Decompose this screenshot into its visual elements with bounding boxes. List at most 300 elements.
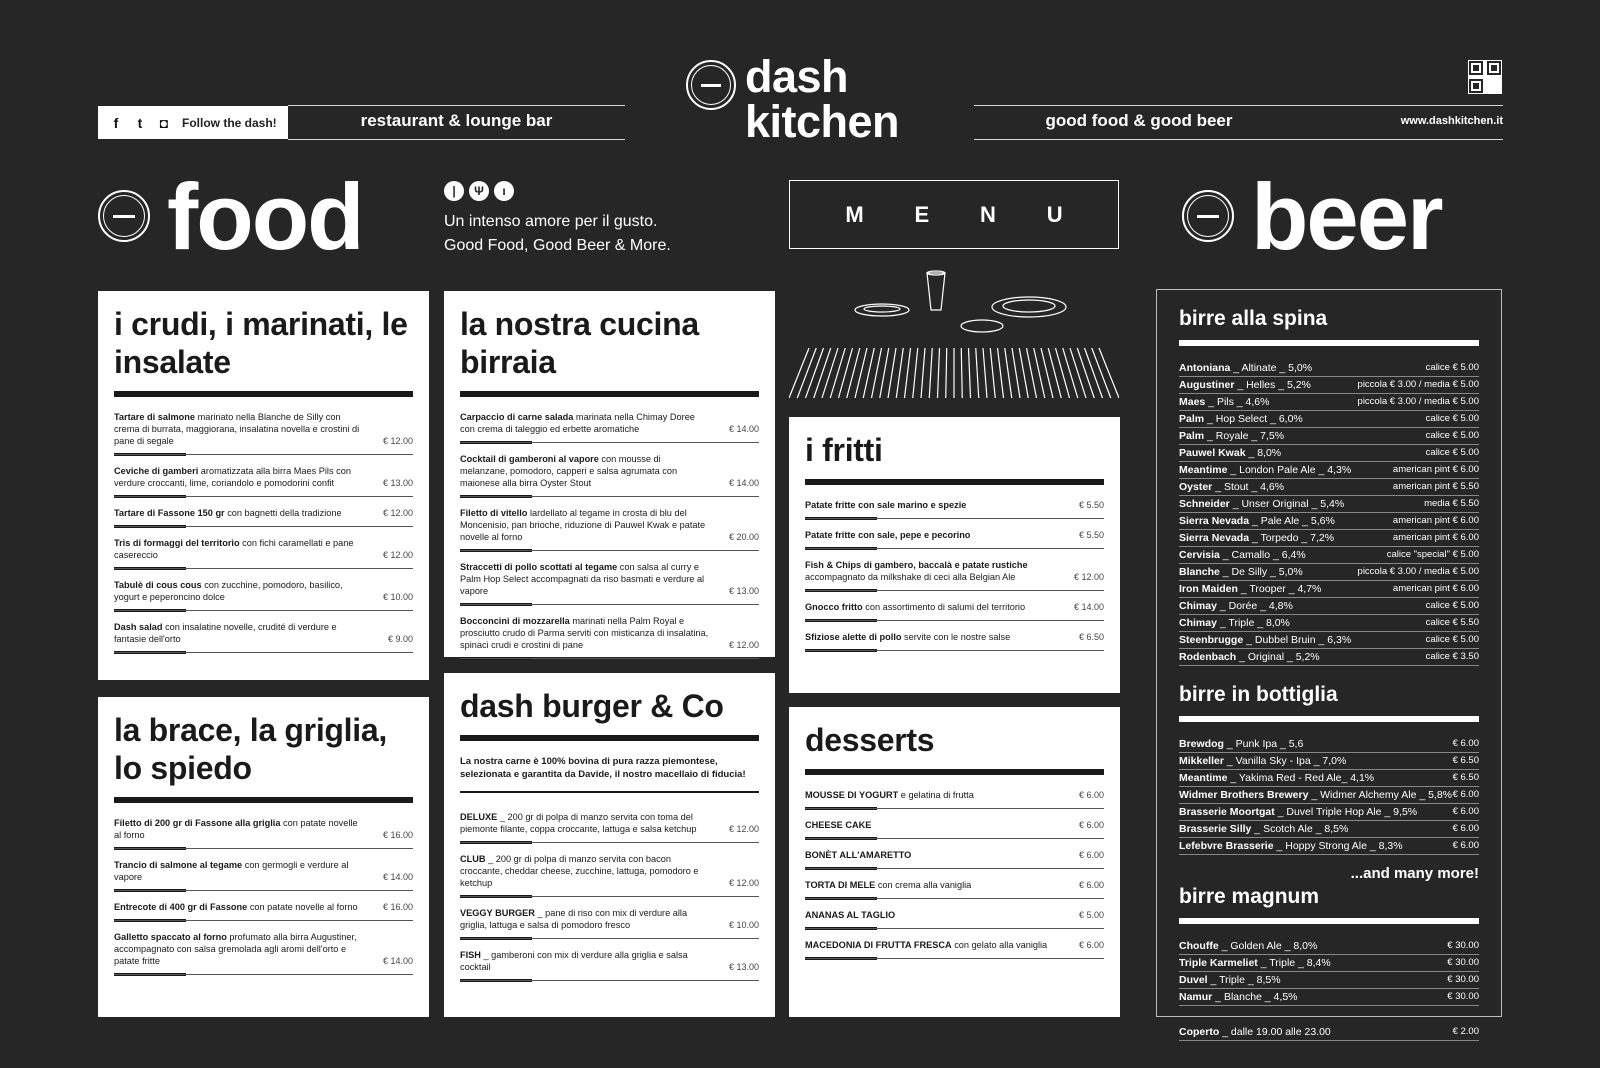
item-price: € 13.00 xyxy=(728,962,759,972)
table-line xyxy=(880,348,889,398)
food-title: food xyxy=(167,164,363,269)
beer-rule xyxy=(1179,918,1479,924)
item-desc: con crema alla vaniglia xyxy=(875,880,972,890)
beer-price: american pint € 5.50 xyxy=(1392,481,1479,492)
table-line xyxy=(1099,348,1119,398)
spina-list xyxy=(1179,360,1479,666)
item-price: € 12.00 xyxy=(728,640,759,650)
item-price: € 5.50 xyxy=(1078,500,1104,510)
section-rule xyxy=(114,391,413,397)
coperto-row xyxy=(1179,1024,1479,1041)
item-price: € 16.00 xyxy=(382,830,413,840)
fritti-card xyxy=(789,417,1120,693)
menu-item xyxy=(460,615,759,659)
beer-row xyxy=(1179,394,1479,411)
logo-line-2: kitchen xyxy=(745,96,900,147)
item-name: Tartare di salmone xyxy=(114,412,196,422)
table-line xyxy=(830,348,845,398)
beer-price: € 6.00 xyxy=(1452,789,1479,800)
item-desc: con gelato alla vaniglia xyxy=(951,940,1048,950)
beer-name: Triple Karmeliet xyxy=(1179,957,1258,969)
beer-price: american pint € 6.00 xyxy=(1392,464,1479,475)
menu-item xyxy=(805,529,1104,549)
beer-row xyxy=(1179,564,1479,581)
section-rule xyxy=(805,479,1104,485)
beer-price: media € 5.50 xyxy=(1424,498,1479,509)
beer-name: Maes xyxy=(1179,396,1206,408)
item-desc: con mousse di melanzane, pomodoro, capperi e salsa agrumata con maionese alla birra Oyster Stout xyxy=(460,454,678,488)
item-price: € 9.00 xyxy=(387,634,413,644)
beer-name: Augustiner xyxy=(1179,379,1235,391)
qr-code-icon[interactable] xyxy=(1468,60,1502,94)
beer-desc: _ Triple _ 8,5% xyxy=(1207,974,1281,986)
item-name: MOUSSE DI YOGURT xyxy=(805,790,899,800)
cucina-card xyxy=(444,291,775,657)
item-desc: marinati nella Palm Royal e prosciutto crudo di Parma serviti con misticanza di insalatina, spinaci crudi e crostini di pane xyxy=(460,616,709,650)
item-name: Tabulè di cous cous xyxy=(114,580,202,590)
item-price: € 6.00 xyxy=(1078,940,1104,950)
beer-row xyxy=(1179,955,1479,972)
beer-name: Sierra Nevada xyxy=(1179,532,1250,544)
beer-price: € 2.00 xyxy=(1452,1026,1479,1037)
beer-name: Brasserie Moortgat xyxy=(1179,806,1275,818)
table-line xyxy=(1005,348,1012,398)
beer-row xyxy=(1179,972,1479,989)
food-logo-icon xyxy=(98,190,150,242)
section-rule xyxy=(460,391,759,397)
item-price: € 12.00 xyxy=(382,550,413,560)
beer-name: Oyster xyxy=(1179,481,1213,493)
menu-letter: U xyxy=(1046,201,1063,227)
beer-price: calice "special" € 5.00 xyxy=(1386,549,1479,560)
desserts-card xyxy=(789,707,1120,1017)
beer-price: € 6.00 xyxy=(1452,823,1479,834)
menu-item xyxy=(114,537,413,569)
beer-name: Lefebvre Brasserie xyxy=(1179,840,1274,852)
beer-row xyxy=(1179,649,1479,666)
burger-title: dash burger & Co xyxy=(460,688,724,724)
item-price: € 6.00 xyxy=(1078,820,1104,830)
table-line xyxy=(1077,348,1094,398)
cucina-title: la nostra cucina birraia xyxy=(460,306,699,380)
item-name: Patate fritte con sale marino e spezie xyxy=(805,500,967,510)
item-name: MACEDONIA DI FRUTTA FRESCA xyxy=(805,940,952,950)
item-name: Entrecote di 400 gr di Fassone xyxy=(114,902,248,912)
beer-price: calice € 5.00 xyxy=(1425,430,1479,441)
beer-desc: _ Original _ 5,2% xyxy=(1236,651,1320,663)
beer-row xyxy=(1179,632,1479,649)
crudi-card xyxy=(98,291,429,680)
beer-row xyxy=(1179,736,1479,753)
beer-row xyxy=(1179,513,1479,530)
beer-row xyxy=(1179,479,1479,496)
beer-price: american pint € 6.00 xyxy=(1392,515,1479,526)
section-rule xyxy=(460,735,759,741)
beer-name: Meantime xyxy=(1179,772,1228,784)
beer-title: beer xyxy=(1251,164,1442,269)
menu-item xyxy=(460,411,759,443)
beer-row xyxy=(1179,938,1479,955)
beer-desc: _ Blanche _ 4,5% xyxy=(1212,991,1298,1003)
item-desc: con insalatine novelle, crudité di verdure e fantasie dell'orto xyxy=(114,622,337,644)
table-line xyxy=(969,348,971,398)
menu-item xyxy=(805,879,1104,899)
beer-name: Brasserie Silly xyxy=(1179,823,1252,835)
item-name: CHEESE CAKE xyxy=(805,820,872,830)
item-name: Filetto di vitello xyxy=(460,508,528,518)
beer-row xyxy=(1179,360,1479,377)
beer-name: Coperto xyxy=(1179,1026,1220,1038)
item-name: Fish & Chips di gambero, baccalà e patate rustiche xyxy=(805,560,1028,570)
beer-row xyxy=(1179,530,1479,547)
menu-item xyxy=(805,601,1104,621)
menu-item xyxy=(114,507,413,527)
item-price: € 12.00 xyxy=(382,508,413,518)
item-price: € 5.50 xyxy=(1078,530,1104,540)
beer-desc: _ Scotch Ale _ 8,5% xyxy=(1251,823,1349,835)
beer-name: Antoniana xyxy=(1179,362,1231,374)
left-tagline: restaurant & lounge bar xyxy=(360,111,553,130)
beer-price: € 30.00 xyxy=(1447,940,1479,951)
beer-price: calice € 5.50 xyxy=(1425,617,1479,628)
menu-item xyxy=(460,853,759,897)
beer-row xyxy=(1179,547,1479,564)
beer-name: Pauwel Kwak xyxy=(1179,447,1246,459)
brace-card xyxy=(98,697,429,1017)
crudi-items xyxy=(114,411,413,653)
item-desc: con bagnetti della tradizione xyxy=(224,508,342,518)
item-desc: aromatizzata alla birra Maes Pils con verdure croccanti, lime, coriandolo e pomodorini confit xyxy=(114,466,351,488)
item-price: € 13.00 xyxy=(728,586,759,596)
item-desc: con patate novelle al forno xyxy=(114,818,358,840)
item-price: € 6.00 xyxy=(1078,790,1104,800)
menu-item xyxy=(114,465,413,497)
table-line xyxy=(998,348,1004,398)
item-desc: con fichi caramellati e pane casereccio xyxy=(114,538,354,560)
beer-name: Cervisia xyxy=(1179,549,1220,561)
item-name: CLUB xyxy=(460,854,486,864)
beer-desc: _ Yakima Red - Red Ale_ 4,1% xyxy=(1227,772,1375,784)
item-name: Tartare di Fassone 150 gr xyxy=(114,508,225,518)
table-line xyxy=(1012,348,1020,398)
desserts-title: desserts xyxy=(805,722,935,758)
spina-title: birre alla spina xyxy=(1179,307,1328,330)
menu-item xyxy=(805,631,1104,651)
beer-price: € 30.00 xyxy=(1447,974,1479,985)
table-illustration xyxy=(789,270,1119,400)
menu-item xyxy=(805,499,1104,519)
item-price: € 13.00 xyxy=(382,478,413,488)
beer-row xyxy=(1179,377,1479,394)
beer-price: calice € 5.00 xyxy=(1425,362,1479,373)
beer-desc: _ Camallo _ 6,4% xyxy=(1219,549,1306,561)
beer-price: calice € 5.00 xyxy=(1425,600,1479,611)
bottiglia-list xyxy=(1179,736,1479,855)
menu-item xyxy=(460,949,759,981)
item-name: Ceviche di gamberi xyxy=(114,466,199,476)
beer-desc: _ Triple _ 8,0% xyxy=(1216,617,1290,629)
beer-name: Blanche xyxy=(1179,566,1220,578)
item-desc: accompagnato da milkshake di ceci alla Belgian Ale xyxy=(805,572,1016,582)
menu-item xyxy=(114,621,413,653)
item-desc: _ gamberoni con mix di verdure alla griglia e salsa cocktail xyxy=(460,950,688,972)
table-line xyxy=(1063,348,1078,398)
section-rule xyxy=(805,769,1104,775)
beer-desc: _ Dubbel Bruin _ 6,3% xyxy=(1243,634,1352,646)
beer-name: Palm xyxy=(1179,413,1205,425)
table-line xyxy=(1085,348,1103,398)
item-name: Dash salad xyxy=(114,622,163,632)
facebook-icon[interactable]: f xyxy=(113,114,119,131)
beer-rule xyxy=(1179,716,1479,722)
beer-price: € 30.00 xyxy=(1447,957,1479,968)
beer-row xyxy=(1179,838,1479,855)
item-name: Sfiziose alette di pollo xyxy=(805,632,902,642)
burger-note: La nostra carne è 100% bovina di pura razza piemontese, selezionata e garantita da Davide, il nostro macellaio di fiducia! xyxy=(460,755,759,793)
menu-item xyxy=(460,453,759,497)
table-line xyxy=(806,348,824,398)
logo-text xyxy=(745,51,900,147)
beer-desc: _ London Pale Ale _ 4,3% xyxy=(1227,464,1352,476)
item-price: € 14.00 xyxy=(382,872,413,882)
follow-label: Follow the dash! xyxy=(182,115,277,130)
beer-row xyxy=(1179,462,1479,479)
beer-price: calice € 5.00 xyxy=(1425,634,1479,645)
table-line xyxy=(822,348,838,398)
item-desc: con zucchine, pomodoro, basilico, yogurt e peperoncino dolce xyxy=(114,580,343,602)
item-price: € 12.00 xyxy=(1073,572,1104,582)
table-line xyxy=(983,348,987,398)
beer-price: € 6.50 xyxy=(1452,772,1479,783)
beer-name: Sierra Nevada xyxy=(1179,515,1250,527)
knife-icon: | xyxy=(444,181,464,201)
burger-card xyxy=(444,673,775,1017)
menu-item xyxy=(805,789,1104,809)
table-line xyxy=(976,348,979,398)
beer-desc: _ Punk Ipa _ 5,6 xyxy=(1223,738,1304,750)
item-desc: _ 200 gr di polpa di manzo servita con bacon croccante, cheddar cheese, zucchine, lattuga, pomodoro e ketchup xyxy=(460,854,699,888)
follow-bar[interactable] xyxy=(98,106,288,139)
beer-name: Palm xyxy=(1179,430,1205,442)
table-line xyxy=(961,348,962,398)
beer-name: Schneider xyxy=(1179,498,1230,510)
header-rule xyxy=(288,139,625,140)
magnum-list xyxy=(1179,938,1479,1006)
menu-letter: N xyxy=(980,201,996,227)
beer-price: € 6.00 xyxy=(1452,806,1479,817)
burger-items xyxy=(460,811,759,981)
menu-item xyxy=(805,909,1104,929)
cucina-items xyxy=(460,411,759,659)
beer-desc: _ 8,0% xyxy=(1245,447,1282,459)
instagram-icon[interactable]: ◘ xyxy=(159,114,169,131)
beer-row xyxy=(1179,581,1479,598)
beer-row xyxy=(1179,496,1479,513)
menu-item xyxy=(805,819,1104,839)
item-desc: servite con le nostre salse xyxy=(901,632,1011,642)
item-name: Bocconcini di mozzarella xyxy=(460,616,570,626)
table-line xyxy=(789,348,809,398)
table-line xyxy=(814,348,831,398)
item-desc: con germogli e verdure al vapore xyxy=(114,860,349,882)
beer-name: Mikkeller xyxy=(1179,755,1224,767)
beer-desc: _ Unser Original _ 5,4% xyxy=(1229,498,1345,510)
beer-name: Chouffe xyxy=(1179,940,1219,952)
item-name: FISH xyxy=(460,950,481,960)
beer-row xyxy=(1179,804,1479,821)
beer-name: Steenbrugge xyxy=(1179,634,1244,646)
item-desc: marinato nella Blanche de Silly con crema di burrata, maggiorana, insalatina novella e crostini di pane di segale xyxy=(114,412,360,446)
item-name: Straccetti di pollo scottati al tegame xyxy=(460,562,618,572)
menu-item xyxy=(114,931,413,975)
menu-item xyxy=(805,849,1104,869)
intro-line-1: Un intenso amore per il gusto. xyxy=(444,213,658,230)
beer-price: calice € 5.00 xyxy=(1425,447,1479,458)
beer-price: € 6.50 xyxy=(1452,755,1479,766)
twitter-icon[interactable]: t xyxy=(137,114,143,131)
item-price: € 14.00 xyxy=(728,424,759,434)
beer-name: Chimay xyxy=(1179,617,1217,629)
table-line xyxy=(847,348,860,398)
beer-desc: _ Trooper _ 4,7% xyxy=(1237,583,1322,595)
beer-name: Iron Maiden xyxy=(1179,583,1238,595)
item-price: € 5.00 xyxy=(1078,910,1104,920)
item-name: Filetto di 200 gr di Fassone alla griglia xyxy=(114,818,281,828)
beer-desc: _ Dorée _ 4,8% xyxy=(1216,600,1293,612)
magnum-title: birre magnum xyxy=(1179,885,1320,908)
beer-desc: _ Hoppy Strong Ale _ 8,3% xyxy=(1273,840,1403,852)
bottiglia-title: birre in bottiglia xyxy=(1179,683,1338,706)
beer-price: american pint € 6.00 xyxy=(1392,583,1479,594)
beer-price: € 30.00 xyxy=(1447,991,1479,1002)
beer-desc: _ Stout _ 4,6% xyxy=(1212,481,1285,493)
intro-line-2: Good Food, Good Beer & More. xyxy=(444,237,671,254)
item-price: € 10.00 xyxy=(728,920,759,930)
beer-desc: _ Widmer Alchemy Ale _ 5,8% xyxy=(1308,789,1453,801)
item-name: Carpaccio di carne salada xyxy=(460,412,574,422)
item-name: Tris di formaggi del territorio xyxy=(114,538,240,548)
brace-items xyxy=(114,817,413,975)
beer-row xyxy=(1179,428,1479,445)
item-desc: _ 200 gr di polpa di manzo servita con toma del piemonte filante, coppa croccante, lattuga e salsa ketchup xyxy=(460,812,697,834)
item-desc: con patate novelle al forno xyxy=(247,902,358,912)
menu-item xyxy=(805,939,1104,959)
beer-desc: _ De Silly _ 5,0% xyxy=(1219,566,1303,578)
item-price: € 14.00 xyxy=(728,478,759,488)
menu-item xyxy=(460,811,759,843)
beer-desc: _ Altinate _ 5,0% xyxy=(1230,362,1313,374)
item-price: € 14.00 xyxy=(382,956,413,966)
table-line xyxy=(938,348,940,398)
menu-item xyxy=(805,559,1104,591)
logo-mark-icon xyxy=(686,60,736,110)
table-line xyxy=(921,348,925,398)
table-line xyxy=(905,348,911,398)
beer-desc: _ Duvel Triple Hop Ale _ 9,5% xyxy=(1274,806,1418,818)
beer-price: calice € 5.00 xyxy=(1425,413,1479,424)
beer-desc: _ Royale _ 7,5% xyxy=(1204,430,1285,442)
table-line xyxy=(1056,348,1070,398)
item-name: BONÈT ALL'AMARETTO xyxy=(805,850,912,860)
beer-desc: _ Golden Ale _ 8,0% xyxy=(1218,940,1318,952)
table-line xyxy=(990,348,995,398)
utensils xyxy=(444,181,519,201)
website-link[interactable]: www.dashkitchen.it xyxy=(1400,115,1503,127)
item-desc: con assortimento di salumi del territorio xyxy=(862,602,1026,612)
table-line xyxy=(1092,348,1111,398)
beer-name: Brewdog xyxy=(1179,738,1224,750)
beer-price: calice € 3.50 xyxy=(1425,651,1479,662)
menu-item xyxy=(114,817,413,849)
fork-icon: Ψ xyxy=(469,181,489,201)
item-price: € 10.00 xyxy=(382,592,413,602)
table-line xyxy=(797,348,816,398)
beer-row xyxy=(1179,753,1479,770)
beer-price: € 6.00 xyxy=(1452,738,1479,749)
beer-name: Namur xyxy=(1179,991,1213,1003)
table-line xyxy=(1070,348,1086,398)
item-desc: marinata nella Chimay Doree con crema di taleggio ed erbette aromatiche xyxy=(460,412,695,434)
menu-letter: M xyxy=(845,201,864,227)
table-line xyxy=(1019,348,1028,398)
item-price: € 12.00 xyxy=(728,824,759,834)
beer-desc: _ Torpedo _ 7,2% xyxy=(1249,532,1335,544)
brace-title: la brace, la griglia, lo spiedo xyxy=(114,712,387,786)
beer-price: piccola € 3.00 / media € 5.00 xyxy=(1357,379,1479,390)
item-name: TORTA DI MELE xyxy=(805,880,876,890)
item-desc: lardellato al tegame in crosta di blu del Moncenisio, pan brioche, riduzione di Pauwel Kwak e patate novelle al forno xyxy=(460,508,706,542)
header-rule xyxy=(974,105,1503,106)
beer-desc: _ Helles _ 5,2% xyxy=(1234,379,1311,391)
menu-item xyxy=(114,411,413,455)
beer-name: Rodenbach xyxy=(1179,651,1237,663)
beer-desc: _ Pale Ale _ 5,6% xyxy=(1249,515,1335,527)
beer-row xyxy=(1179,787,1479,804)
menu-title-box xyxy=(789,180,1119,249)
beer-row xyxy=(1179,821,1479,838)
item-name: DELUXE xyxy=(460,812,498,822)
item-price: € 16.00 xyxy=(382,902,413,912)
fritti-title: i fritti xyxy=(805,432,883,468)
beer-logo-icon xyxy=(1182,190,1234,242)
beer-desc: _ dalle 19.00 alle 23.00 xyxy=(1219,1026,1331,1038)
desserts-items xyxy=(805,789,1104,959)
beer-row xyxy=(1179,1024,1479,1041)
item-name: ANANAS AL TAGLIO xyxy=(805,910,896,920)
crudi-title: i crudi, i marinati, le insalate xyxy=(114,306,408,380)
menu-item xyxy=(460,507,759,551)
spoon-icon: ı xyxy=(494,181,514,201)
beer-row xyxy=(1179,411,1479,428)
item-name: Trancio di salmone al tegame xyxy=(114,860,243,870)
intro-text xyxy=(444,210,671,258)
beer-name: Chimay xyxy=(1179,600,1217,612)
beer-row xyxy=(1179,770,1479,787)
item-price: € 6.00 xyxy=(1078,880,1104,890)
menu-item xyxy=(114,579,413,611)
beer-desc: _ Vanilla Sky - Ipa _ 7,0% xyxy=(1223,755,1347,767)
table-line xyxy=(896,348,903,398)
item-desc: con salsa al curry e Palm Hop Select accompagnati da riso basmati e verdure al vapore xyxy=(460,562,705,596)
fritti-items xyxy=(805,499,1104,651)
beer-card xyxy=(1156,289,1502,1038)
section-rule xyxy=(114,797,413,803)
beer-row xyxy=(1179,615,1479,632)
menu-item xyxy=(114,859,413,891)
item-price: € 6.00 xyxy=(1078,850,1104,860)
table-line xyxy=(913,348,918,398)
table-line xyxy=(888,348,896,398)
